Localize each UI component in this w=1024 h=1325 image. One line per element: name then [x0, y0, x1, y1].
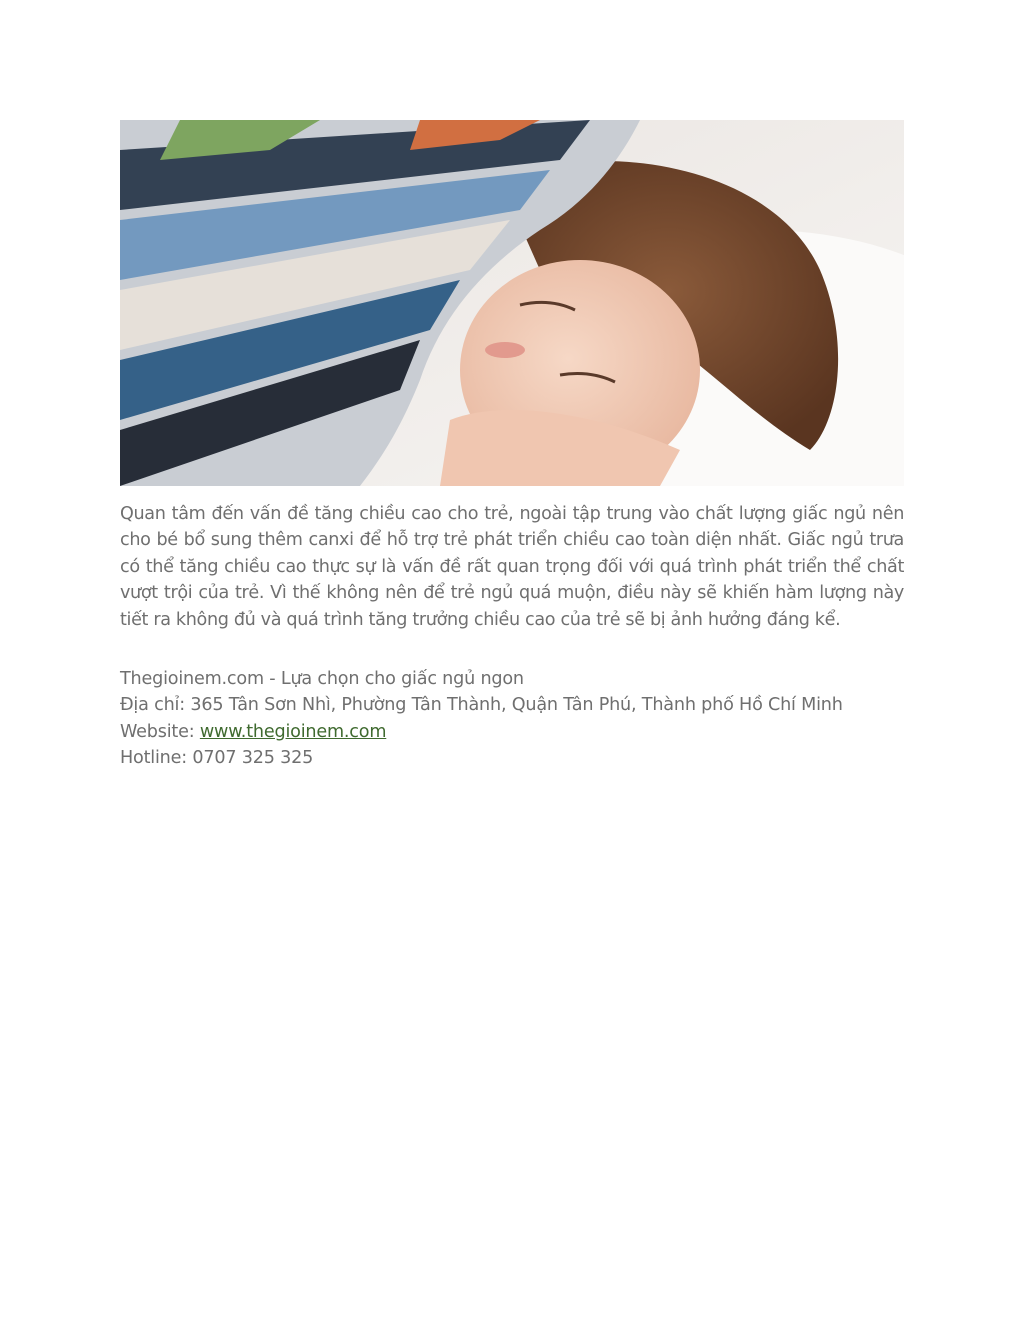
website-label: Website:	[120, 721, 200, 742]
sleeping-child-illustration	[120, 120, 904, 486]
hero-photo-sleeping-child	[120, 120, 904, 486]
contact-tagline: Thegioinem.com - Lựa chọn cho giấc ngủ ngon	[120, 669, 524, 689]
website-link[interactable]: www.thegioinem.com	[199, 721, 387, 742]
contact-hotline: Hotline: 0707 325 325	[120, 748, 314, 769]
contact-block	[120, 666, 904, 772]
lips	[485, 342, 525, 358]
contact-website	[120, 719, 904, 745]
contact-address: Địa chỉ: 365 Tân Sơn Nhì, Phường Tân Thành, Quận Tân Phú, Thành phố Hồ Chí Minh	[120, 695, 843, 716]
article-paragraph: Quan tâm đến vấn đề tăng chiều cao cho trẻ, ngoài tập trung vào chất lượng giấc ngủ nên cho bé bổ sung thêm canxi để hỗ trợ trẻ phát triển chiều cao toàn diện nhất. Giấc ngủ trưa có thể tăng chiều cao thực sự là vấn đề rất quan trọng đối với quá trình phát triển thể chất vượt trội của trẻ. Vì thế không nên để trẻ ngủ quá muộn, điều này sẽ khiến hàm lượng này tiết ra không đủ và quá trình tăng trưởng chiều cao của trẻ sẽ bị ảnh hưởng đáng kể.	[120, 504, 904, 630]
